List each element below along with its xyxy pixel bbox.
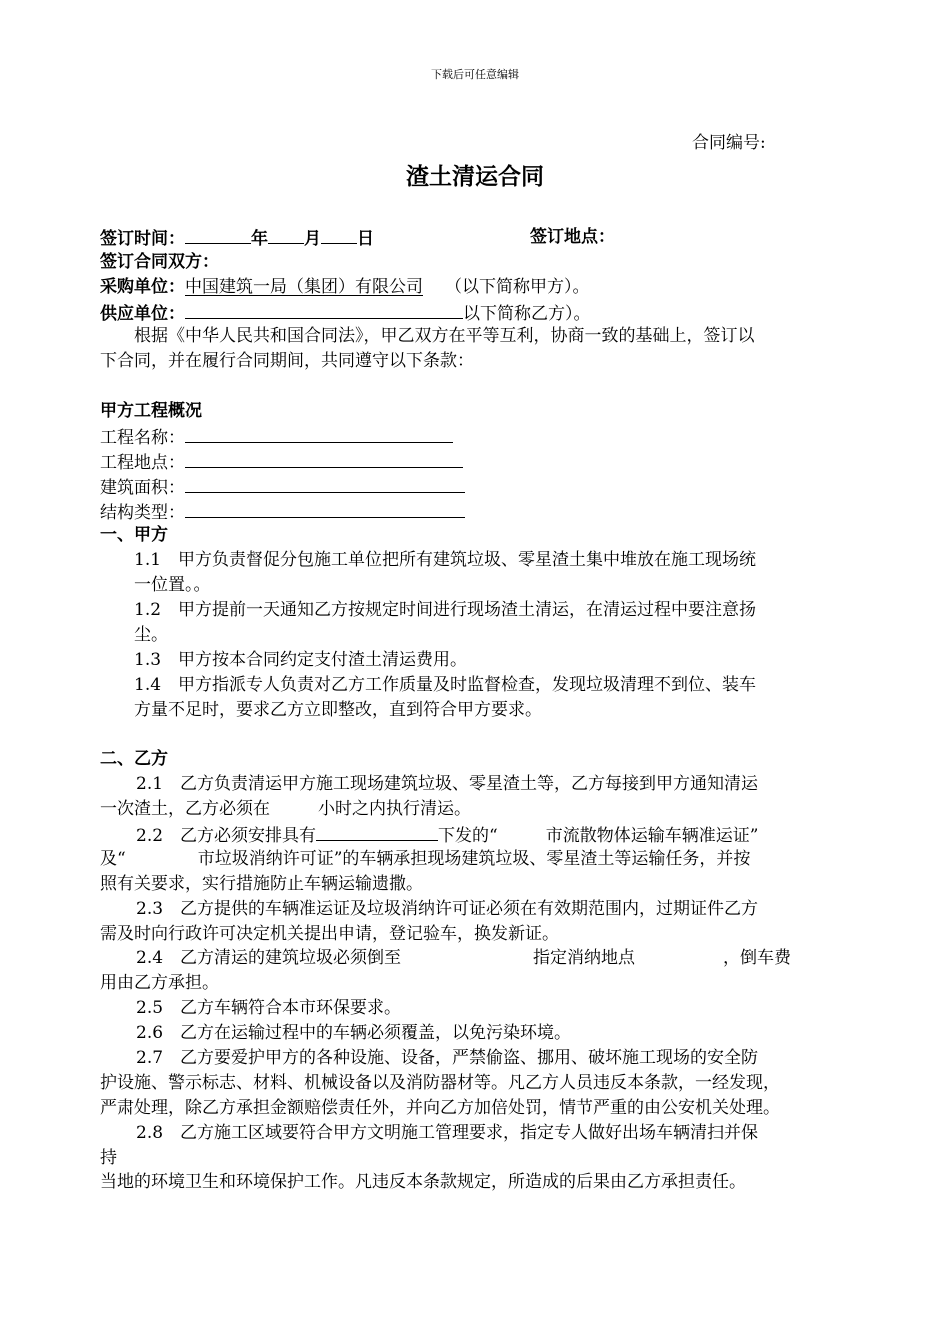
structure-type-label: 结构类型： [100, 503, 185, 523]
clause-1-2-line-1: 1.2 甲方提前一天通知乙方按规定时间进行现场渣土清运，在清运过程中要注意扬 [134, 600, 757, 620]
project-name-blank [185, 424, 453, 443]
project-name-label: 工程名称： [100, 428, 185, 448]
clause-2-4-post: ，倒车费 [723, 948, 792, 968]
signing-time-label: 签订时间： [100, 229, 185, 249]
building-area-blank [185, 474, 465, 493]
buyer-row [100, 275, 590, 300]
signing-time-row [100, 225, 374, 252]
clause-2-2-pre: 2.2 乙方必须安排具有 [136, 826, 317, 846]
clause-2-7-line-2: 护设施、警示标志、材料、机械设备以及消防器材等。凡乙方人员违反本条款，一经发现， [100, 1073, 780, 1093]
year-label: 年 [251, 229, 268, 249]
clause-2-3-line-2: 需及时向行政许可决定机关提出申请，登记验车，换发新证。 [100, 924, 559, 944]
supplier-abbr: 以下简称乙方）。 [463, 304, 591, 324]
year-blank [185, 225, 251, 244]
month-label: 月 [304, 229, 321, 249]
clause-2-2-line-1 [136, 822, 758, 849]
clause-2-2-post: 市流散物体运输车辆准运证” [545, 826, 759, 846]
clause-2-4-mid: 指定消纳地点 [533, 948, 636, 968]
clause-1-4-line-2: 方量不足时，要求乙方立即整改，直到符合甲方要求。 [134, 700, 542, 720]
clause-2-1-line-1: 2.1 乙方负责清运甲方施工现场建筑垃圾、零星渣土等，乙方每接到甲方通知清运 [136, 774, 759, 794]
clause-1-1-line-1: 1.1 甲方负责督促分包施工单位把所有建筑垃圾、零星渣土集中堆放在施工现场统 [134, 550, 757, 570]
clause-2-2-mid: 下发的“ [438, 826, 498, 846]
building-area-row [100, 474, 465, 501]
building-area-label: 建筑面积： [100, 478, 185, 498]
clause-2-4-pre: 2.4 乙方清运的建筑垃圾必须倒至 [136, 948, 402, 968]
project-name-row [100, 424, 453, 451]
project-location-row [100, 449, 463, 476]
clause-2-2-line-2-pre: 及“ [100, 849, 126, 869]
party-b-heading: 二、乙方 [100, 749, 168, 769]
supplier-blank [185, 300, 463, 319]
month-blank [268, 225, 304, 244]
day-label: 日 [357, 229, 374, 249]
intro-line-2: 下合同，并在履行合同期间，共同遵守以下条款： [100, 351, 474, 371]
clause-2-8-line-3: 当地的环境卫生和环境保护工作。凡违反本条款规定，所造成的后果由乙方承担责任。 [100, 1172, 746, 1192]
clause-1-3: 1.3 甲方按本合同约定支付渣土清运费用。 [134, 650, 468, 670]
authority-blank [316, 822, 438, 841]
contract-number-label: 合同编号: [692, 133, 766, 153]
clause-2-1-post: 小时之内执行清运。 [318, 799, 471, 819]
clause-2-8-line-1: 2.8 乙方施工区域要符合甲方文明施工管理要求，指定专人做好出场车辆清扫并保 [136, 1123, 759, 1143]
structure-type-blank [185, 499, 465, 518]
intro-line-1: 根据《中华人民共和国合同法》，甲乙双方在平等互利，协商一致的基础上，签订以 [134, 326, 755, 346]
clause-2-5: 2.5 乙方车辆符合本市环保要求。 [136, 998, 402, 1018]
structure-type-row [100, 499, 465, 526]
buyer-abbr: （以下简称甲方）。 [445, 277, 590, 297]
signing-place-label: 签订地点： [530, 227, 615, 247]
day-blank [321, 225, 357, 244]
clause-2-2-line-2 [100, 847, 750, 872]
clause-2-3-line-1: 2.3 乙方提供的车辆准运证及垃圾消纳许可证必须在有效期范围内，过期证件乙方 [136, 899, 759, 919]
supplier-label: 供应单位： [100, 304, 185, 324]
clause-2-1-line-2 [100, 797, 471, 822]
clause-1-1-line-2: 一位置。。 [134, 575, 211, 595]
clause-1-2-line-2: 尘。 [134, 625, 168, 645]
party-a-heading: 一、甲方 [100, 525, 168, 545]
clause-2-1-pre: 一次渣土，乙方必须在 [100, 799, 270, 819]
clause-2-7-line-3: 严肃处理，除乙方承担金额赔偿责任外，并向乙方加倍处罚，情节严重的由公安机关处理。 [100, 1098, 780, 1118]
supplier-row [100, 300, 591, 327]
clause-2-6: 2.6 乙方在运输过程中的车辆必须覆盖，以免污染环境。 [136, 1023, 572, 1043]
buyer-name: 中国建筑一局（集团）有限公司 [185, 277, 423, 297]
clause-2-2-line-2-post: 市垃圾消纳许可证”的车辆承担现场建筑垃圾、零星渣土等运输任务，并按 [197, 849, 751, 869]
project-location-label: 工程地点： [100, 453, 185, 473]
page-title: 渣土清运合同 [406, 163, 544, 190]
clause-1-4-line-1: 1.4 甲方指派专人负责对乙方工作质量及时监督检查，发现垃圾清理不到位、装车 [134, 675, 757, 695]
parties-label: 签订合同双方： [100, 252, 219, 272]
clause-2-7-line-1: 2.7 乙方要爱护甲方的各种设施、设备，严禁偷盗、挪用、破坏施工现场的安全防 [136, 1048, 759, 1068]
clause-2-2-line-3: 照有关要求，实行措施防止车辆运输遗撒。 [100, 874, 423, 894]
header-note: 下载后可任意编辑 [431, 68, 519, 81]
buyer-label: 采购单位： [100, 277, 185, 297]
clause-2-8-line-2: 持 [100, 1148, 117, 1168]
clause-2-4-line-1 [136, 946, 791, 971]
project-heading: 甲方工程概况 [100, 401, 202, 421]
clause-2-4-line-2: 用由乙方承担。 [100, 973, 219, 993]
project-location-blank [185, 449, 463, 468]
